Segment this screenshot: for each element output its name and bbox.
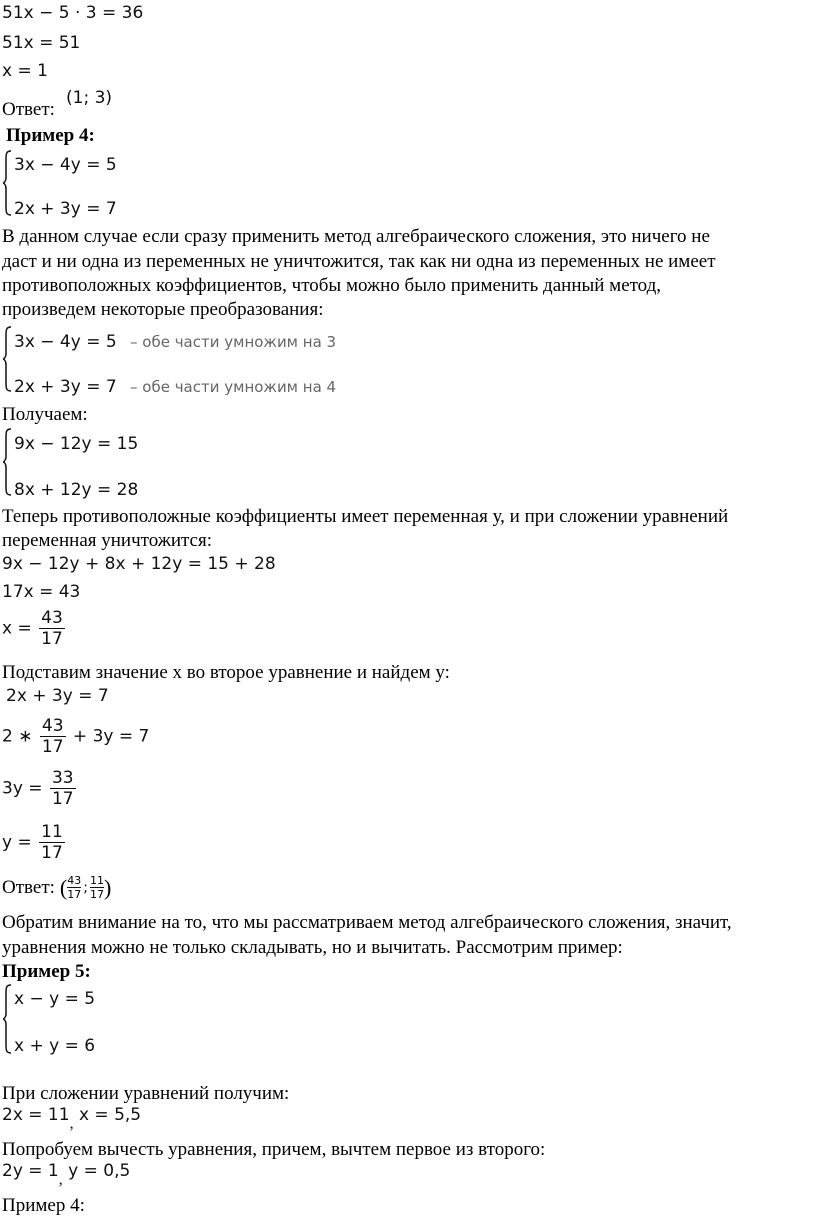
paragraph-line: При сложении уравнений получим: [2,1083,290,1104]
got-label: Получаем: [2,404,88,425]
comma: , [69,1115,74,1132]
comma: , [58,1171,63,1188]
numerator: 11 [89,874,104,887]
result-a: 2x = 11 [2,1105,70,1125]
numerator: 43 [41,608,63,628]
paragraph-line: Подставим значение х во второе уравнение и найдем у: [2,662,450,683]
answer-value: (1; 3) [66,88,113,108]
denominator: 17 [41,843,63,863]
fraction-line [2,716,149,757]
paragraph-line: уравнения можно не только складывать, но и вычитать. Рассмотрим пример: [2,937,623,958]
result-a: 2y = 1 [2,1161,59,1181]
numerator: 11 [41,822,63,842]
example-heading: Пример 5: [2,961,91,982]
numerator: 43 [67,874,82,887]
fraction-lhs: x = [2,618,32,639]
equation: 9x − 12y = 15 [14,434,139,454]
numerator: 33 [51,768,74,788]
paragraph-line: Теперь противоположные коэффициенты имеет переменная у, и при сложении уравнений [2,506,729,527]
example-heading: Пример 4: [6,125,95,146]
system-brace [2,428,12,496]
math-line: 51x − 5 · 3 = 36 [2,3,144,23]
paragraph-line: Попробуем вычесть уравнения, причем, вычтем первое из второго: [2,1139,546,1160]
fraction [40,716,66,757]
paragraph-line: В данном случае если сразу применить метод алгебраического сложения, это ничего не [2,226,710,247]
denominator: 17 [51,789,74,809]
numerator: 43 [41,716,64,736]
small-fraction [67,874,81,901]
denominator: 17 [89,888,104,901]
equation: x + y = 6 [14,1036,96,1056]
fraction-rhs: + 3y = 7 [72,726,150,747]
math-line: 9x − 12y + 8x + 12y = 15 + 28 [2,554,276,574]
math-line [2,1160,131,1188]
footer-label: Пример 4: [2,1195,85,1216]
system-brace [2,150,12,216]
result-b: x = 5,5 [78,1105,142,1125]
answer-row [2,874,111,901]
fraction [50,768,76,809]
paragraph-line: переменная уничтожится: [2,530,213,551]
math-line: x = 1 [2,61,48,81]
equation-note: – обе части умножим на 4 [130,378,337,396]
separator: ; [83,879,88,896]
fraction-lhs: 2 ∗ [2,726,33,747]
denominator: 17 [67,888,82,901]
fraction [39,608,65,649]
fraction-line [2,822,67,863]
answer-label: Ответ: [2,99,55,120]
system-brace [2,984,12,1054]
equation: 8x + 12y = 28 [14,480,139,500]
denominator: 17 [41,737,64,757]
equation: 2x + 3y = 7 [14,199,117,219]
math-line: 51x = 51 [2,33,81,53]
fraction-lhs: y = [2,832,32,853]
equation: x − y = 5 [14,989,96,1009]
math-line: 17x = 43 [2,582,81,602]
paren-open: ( [59,874,68,900]
paragraph-line: Обратим внимание на то, что мы рассматриваем метод алгебраического сложения, значит, [2,912,732,933]
fraction-line [2,768,78,809]
fraction-lhs: 3y = [2,778,43,799]
math-line [2,1104,142,1132]
paragraph-line: противоположных коэффициентов, чтобы можно было применить данный метод, [2,275,662,296]
paragraph-line: даст и ни одна из переменных не уничтожится, так как ни одна из переменных не имеет [2,251,716,272]
equation: 3x − 4y = 5 [14,332,117,352]
paragraph-line: произведем некоторые преобразования: [2,299,324,320]
paren-close: ) [103,874,112,900]
answer-label: Ответ: [2,876,55,898]
math-line: 2x + 3y = 7 [6,686,109,706]
system-brace [2,326,12,392]
equation: 3x − 4y = 5 [14,155,117,175]
fraction-line [2,608,67,649]
result-b: y = 0,5 [68,1161,131,1181]
equation-note: – обе части умножим на 3 [130,333,337,351]
denominator: 17 [41,629,63,649]
small-fraction [90,874,104,901]
equation: 2x + 3y = 7 [14,377,117,397]
fraction [39,822,65,863]
